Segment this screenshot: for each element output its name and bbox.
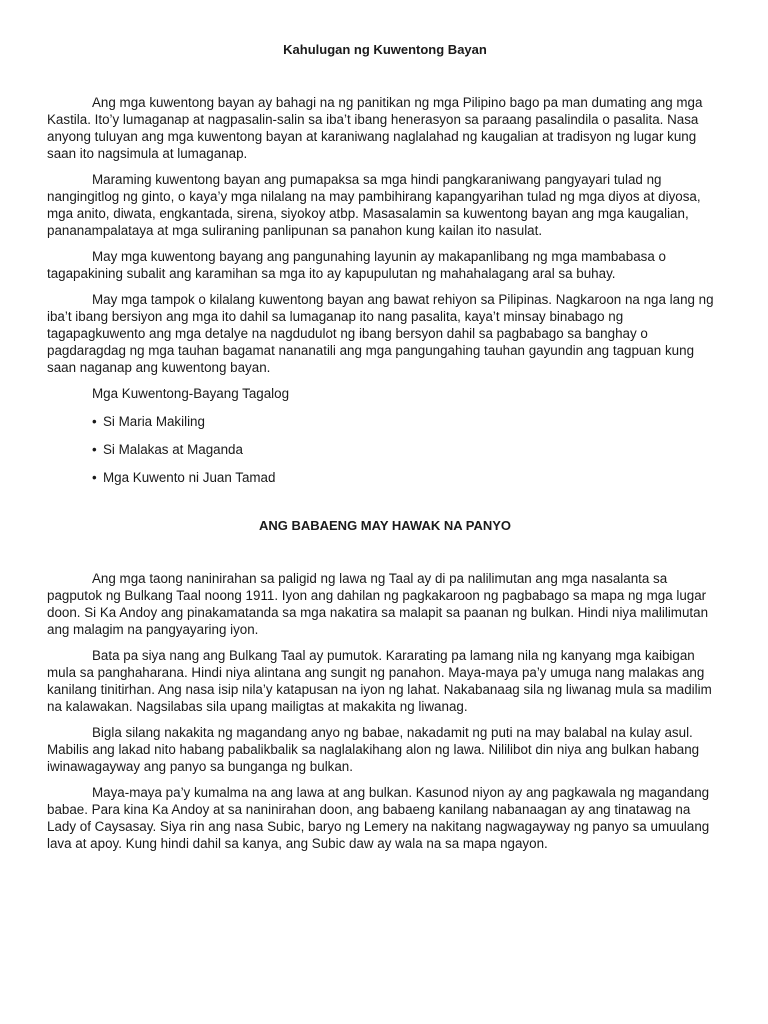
list-item [92,469,723,486]
section-story [47,570,723,852]
document-title: Kahulugan ng Kuwentong Bayan [283,42,487,57]
story-title: ANG BABAENG MAY HAWAK NA PANYO [258,518,512,533]
story-list [47,413,723,486]
list-item [92,413,723,430]
paragraph: Maya-maya pa’y kumalma na ang lawa at ang bulkan. Kasunod niyon ay ang pagkawala ng magandang babae. Para kina Ka Andoy at sa naninirahan doon, ang babaeng kanilang nabanaagan ay ang tinatawag na Lady of Caysasay. Siya rin ang nasa Subic, baryo ng Lemery na nakitang nagwagayway ng panyo sa umuulang lava at apoy. Kung hindi dahil sa kanya, ang Subic daw ay wala na sa mapa ngayon. [47,785,710,851]
paragraph: Ang mga taong naninirahan sa paligid ng lawa ng Taal ay di pa nalilimutan ang mga nasalanta sa pagputok ng Bulkang Taal noong 1911. Iyon ang dahilan ng pagkakaroon ng pagbabago sa mapa ng mga lugar doon. Si Ka Andoy ang pinakamatanda sa mga nakatira sa malapit sa paanan ng bulkan. Hindi niya malilimutan ang malagim na pangyayaring iyon. [47,571,709,637]
paragraph: May mga tampok o kilalang kuwentong bayan ang bawat rehiyon sa Pilipinas. Nagkaroon na nga lang ng iba’t ibang bersiyon ang mga ito dahil sa lumaganap ito nang pasalita, kaya’t minsay binabago ng tagapagkuwento ang mga detalye na nagdudulot ng ibang bersyon dahil sa pagbabago sa banghay o pagdaragdag ng mga tauhan bagamat nananatili ang mga pangungahing tauhan gayundin ang tagpuan kung saan naganap ang kuwentong bayan. [47,292,714,375]
paragraph: May mga kuwentong bayang ang pangunahing layunin ay makapanlibang ng mga mambabasa o tagapakining subalit ang karamihan sa mga ito ay kapupulutan ng mahahalagang aral sa buhay. [47,249,666,281]
section-kahulugan [47,94,723,486]
paragraph: Ang mga kuwentong bayan ay bahagi na ng panitikan ng mga Pilipino bago pa man dumating ang mga Kastila. Ito’y lumaganap at nagpasalin-salin sa iba’t ibang henerasyon sa paraang pasalindila o pasalita. Nasa anyong tuluyan ang mga kuwentong bayan at karaniwang naglalahad ng kaugalian at tradisyon ng lugar kung saan ito nagsimula at lumaganap. [47,95,703,161]
list-item [92,441,723,458]
list-heading: Mga Kuwentong-Bayang Tagalog [92,386,290,401]
paragraph: Bigla silang nakakita ng magandang anyo ng babae, nakadamit ng puti na may balabal na kulay asul. Mabilis ang lakad nito habang pabalikbalik sa naglalakihang alon ng lawa. Nililibot din niya ang bulkan habang iwinawagayway ang panyo sa bunganga ng bulkan. [47,725,700,774]
list-item-label: Si Malakas at Maganda [103,442,243,457]
bullet-icon: • [92,442,97,457]
bullet-icon: • [92,470,97,485]
list-item-label: Mga Kuwento ni Juan Tamad [103,470,276,485]
paragraph: Bata pa siya nang ang Bulkang Taal ay pumutok. Kararating pa lamang nila ng kanyang mga kaibigan mula sa panghaharana. Hindi niya alintana ang sungit ng panahon. Maya-maya pa’y umuga nang malakas ang kanilang tinitirhan. Ang nasa isip nila’y katapusan na iyon ng lahat. Nakabanaag sila ng liwanag mula sa madilim na kalawakan. Nagsilabas sila upang mailigtas at makakita ng liwanag. [47,648,712,714]
list-item-label: Si Maria Makiling [103,414,205,429]
paragraph: Maraming kuwentong bayan ang pumapaksa sa mga hindi pangkaraniwang pangyayari tulad ng nangingitlog ng ginto, o kaya’y mga nilalang na may pambihirang kapangyarihan tulad ng mga diyos at diyosa, mga anito, diwata, engkantada, sirena, siyokoy atbp. Masasalamin sa kuwentong bayan ang mga kaugalian, pananampalataya at mga suliraning panlipunan sa panahon kung kailan ito nasulat. [47,172,701,238]
bullet-icon: • [92,414,97,429]
